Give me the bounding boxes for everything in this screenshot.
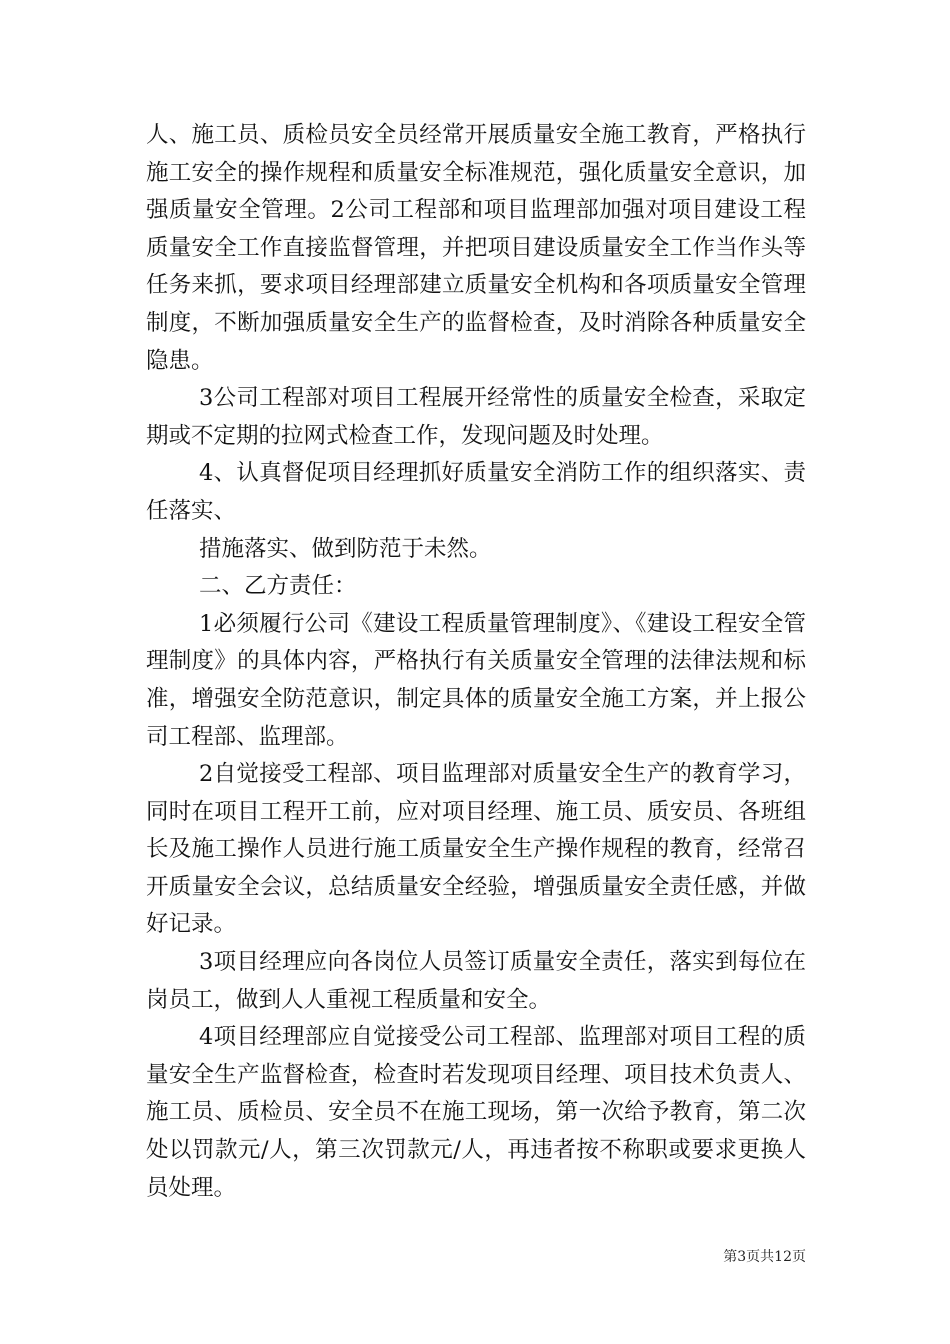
section-heading-party-b: 二、乙方责任： bbox=[199, 573, 357, 600]
paragraph-2: 3公司工程部对项目工程展开经常性的质量安全检查，采取定期或不定期的拉网式检查工作，发现问题及时处理。 bbox=[146, 385, 806, 449]
paragraph-8: 3项目经理应向各岗位人员签订质量安全责任，落实到每位在岗员工，做到人人重视工程质量和安全。 bbox=[146, 949, 806, 1013]
paragraph-7: 2自觉接受工程部、项目监理部对质量安全生产的教育学习，同时在项目工程开工前，应对项目经理、施工员、质安员、各班组长及施工操作人员进行施工质量安全生产操作规程的教育，经常召开质量安全会议，总结质量安全经验，增强质量安全责任感，并做好记录。 bbox=[146, 761, 806, 938]
paragraph-1: 人、施工员、质检员安全员经常开展质量安全施工教育，严格执行施工安全的操作规程和质量安全标准规范，强化质量安全意识，加强质量安全管理。2公司工程部和项目监理部加强对项目建设工程质量安全工作直接监督管理，并把项目建设质量安全工作当作头等任务来抓，要求项目经理部建立质量安全机构和各项质量安全管理制度，不断加强质量安全生产的监督检查，及时消除各种质量安全隐患。 bbox=[146, 122, 806, 374]
page-number-footer: 第3页共12页 bbox=[723, 1249, 806, 1265]
paragraph-9: 4项目经理部应自觉接受公司工程部、监理部对项目工程的质量安全生产监督检查，检查时若发现项目经理、项目技术负责人、施工员、质检员、安全员不在施工现场，第一次给予教育，第二次处以罚款元/人，第三次罚款元/人，再违者按不称职或要求更换人员处理。 bbox=[146, 1024, 806, 1201]
paragraph-3: 4、认真督促项目经理抓好质量安全消防工作的组织落实、责任落实、 bbox=[146, 460, 806, 524]
paragraph-4: 措施落实、做到防范于未然。 bbox=[199, 535, 492, 562]
paragraph-6: 1必须履行公司《建设工程质量管理制度》、《建设工程安全管理制度》的具体内容，严格执行有关质量安全管理的法律法规和标准，增强安全防范意识，制定具体的质量安全施工方案，并上报公司工程部、监理部。 bbox=[146, 610, 806, 750]
document-body bbox=[146, 117, 806, 1207]
